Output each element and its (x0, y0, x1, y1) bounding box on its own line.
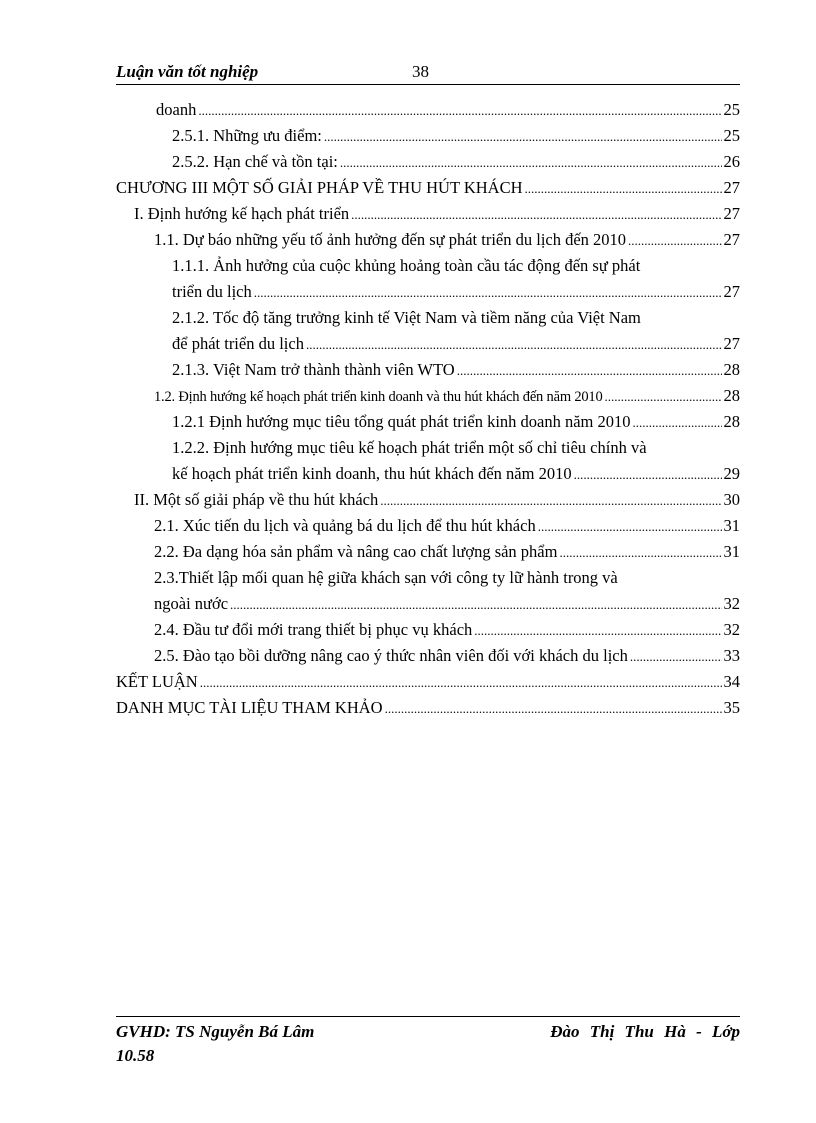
toc-page-number: 27 (723, 230, 740, 249)
toc-entry-title: CHƯƠNG III MỘT SỐ GIẢI PHÁP VỀ THU HÚT KHÁCH (116, 178, 523, 197)
toc-entry[interactable] (116, 383, 740, 409)
toc-entry-line: 1.2.2. Định hướng mục tiêu kế hoạch phát triển một số chỉ tiêu chính và (172, 438, 647, 457)
toc-leader-dots (633, 409, 722, 436)
toc-entry[interactable] (116, 591, 740, 617)
toc-entry[interactable] (116, 513, 740, 539)
toc-entry[interactable] (116, 97, 740, 123)
toc-page-number: 27 (723, 282, 740, 301)
toc-page-number: 26 (723, 152, 740, 171)
toc-page-number: 30 (723, 490, 740, 509)
toc-leader-dots (351, 201, 721, 228)
toc-page-number: 28 (723, 360, 740, 379)
toc-entry-title: 2.5.1. Những ưu điểm: (172, 126, 322, 145)
toc-entry[interactable] (116, 123, 740, 149)
toc-page-number: 33 (723, 646, 740, 665)
toc-leader-dots (200, 669, 722, 696)
toc-leader-dots (340, 149, 722, 176)
toc-entry-title: kế hoạch phát triển kinh doanh, thu hút khách đến năm 2010 (172, 464, 572, 483)
toc-entry-title: 2.1. Xúc tiến du lịch và quảng bá du lịch để thu hút khách (154, 516, 536, 535)
toc-entry[interactable] (116, 279, 740, 305)
toc-leader-dots (457, 357, 722, 384)
toc-page-number: 28 (723, 386, 740, 405)
toc-page-number: 35 (723, 698, 740, 717)
toc-entry-title: ngoài nước (154, 594, 229, 613)
toc-entry-line: 2.3.Thiết lập mối quan hệ giữa khách sạn với công ty lữ hành trong và (154, 568, 618, 587)
toc-leader-dots (559, 539, 721, 566)
toc-leader-dots (628, 227, 721, 254)
toc-entry-title: 2.5. Đào tạo bồi dưỡng nâng cao ý thức nhân viên đối với khách du lịch (154, 646, 628, 665)
toc-entry-title: 1.2.1 Định hướng mục tiêu tổng quát phát triển kinh doanh năm 2010 (172, 412, 631, 431)
toc-leader-dots (605, 383, 722, 410)
toc-entry[interactable] (116, 487, 740, 513)
toc-entry-title: 2.4. Đầu tư đổi mới trang thiết bị phục vụ khách (154, 620, 473, 639)
toc-entry-title: 2.5.2. Hạn chế và tồn tại: (172, 152, 338, 171)
toc-entry-title: doanh (156, 100, 197, 119)
footer-rule (116, 1016, 740, 1017)
footer-author: Đào Thị Thu Hà - Lớp (550, 1022, 740, 1041)
toc-entry[interactable] (116, 357, 740, 383)
footer-supervisor: GVHD: TS Nguyễn Bá Lâm (116, 1022, 315, 1041)
toc-entry-line: 2.1.2. Tốc độ tăng trưởng kinh tế Việt Nam và tiềm năng của Việt Nam (172, 308, 641, 327)
header-page-number: 38 (412, 62, 429, 81)
toc-entry[interactable] (116, 331, 740, 357)
page-header (116, 60, 740, 85)
toc-page-number: 29 (723, 464, 740, 483)
toc-leader-dots (198, 97, 721, 124)
toc-leader-dots (525, 175, 722, 202)
toc-page-number: 27 (723, 204, 740, 223)
toc-leader-dots (324, 123, 722, 150)
toc-page-number: 25 (723, 100, 740, 119)
toc-entry[interactable] (116, 539, 740, 565)
toc-entry-title: II. Một số giải pháp về thu hút khách (134, 490, 379, 509)
toc-leader-dots (230, 591, 721, 618)
toc-page-number: 25 (723, 126, 740, 145)
toc-entry-title: DANH MỤC TÀI LIỆU THAM KHẢO (116, 698, 383, 717)
toc-entry[interactable] (116, 695, 740, 721)
toc-page-number: 32 (723, 620, 740, 639)
toc-leader-dots (574, 461, 722, 488)
toc-entry[interactable] (116, 227, 740, 253)
table-of-contents (116, 97, 740, 721)
toc-entry[interactable] (116, 409, 740, 435)
header-title: Luận văn tốt nghiệp (116, 62, 259, 81)
toc-page-number: 31 (723, 516, 740, 535)
toc-leader-dots (306, 331, 722, 358)
toc-entry[interactable] (116, 201, 740, 227)
toc-entry[interactable] (116, 617, 740, 643)
toc-entry-title: để phát triển du lịch (172, 334, 304, 353)
toc-entry[interactable] (116, 461, 740, 487)
toc-entry[interactable] (116, 643, 740, 669)
toc-leader-dots (380, 487, 721, 514)
toc-leader-dots (630, 643, 722, 670)
toc-entry-title: 1.2. Định hướng kế hoạch phát triển kinh doanh và thu hút khách đến năm 2010 (154, 389, 603, 405)
toc-entry[interactable] (116, 669, 740, 695)
toc-leader-dots (385, 695, 722, 722)
toc-page-number: 28 (723, 412, 740, 431)
toc-entry-title: KẾT LUẬN (116, 672, 198, 691)
toc-entry-line: 1.1.1. Ảnh hưởng của cuộc khủng hoảng toàn cầu tác động đến sự phát (172, 256, 641, 275)
toc-page-number: 32 (723, 594, 740, 613)
toc-entry-title: 2.1.3. Việt Nam trở thành thành viên WTO (172, 360, 455, 379)
toc-entry-title: 2.2. Đa dạng hóa sản phẩm và nâng cao chất lượng sản phẩm (154, 542, 558, 561)
toc-page-number: 34 (723, 672, 740, 691)
toc-entry-title: 1.1. Dự báo những yếu tố ảnh hưởng đến sự phát triển du lịch đến 2010 (154, 230, 627, 249)
toc-entry-title: I. Định hướng kế hạch phát triển (134, 204, 350, 223)
toc-leader-dots (254, 279, 722, 306)
toc-leader-dots (538, 513, 722, 540)
toc-entry-title: triển du lịch (172, 282, 252, 301)
footer-class: 10.58 (116, 1046, 155, 1065)
toc-page-number: 27 (723, 178, 740, 197)
toc-page-number: 31 (723, 542, 740, 561)
toc-page-number: 27 (723, 334, 740, 353)
toc-entry[interactable] (116, 149, 740, 175)
toc-entry[interactable] (116, 175, 740, 201)
toc-leader-dots (474, 617, 721, 644)
